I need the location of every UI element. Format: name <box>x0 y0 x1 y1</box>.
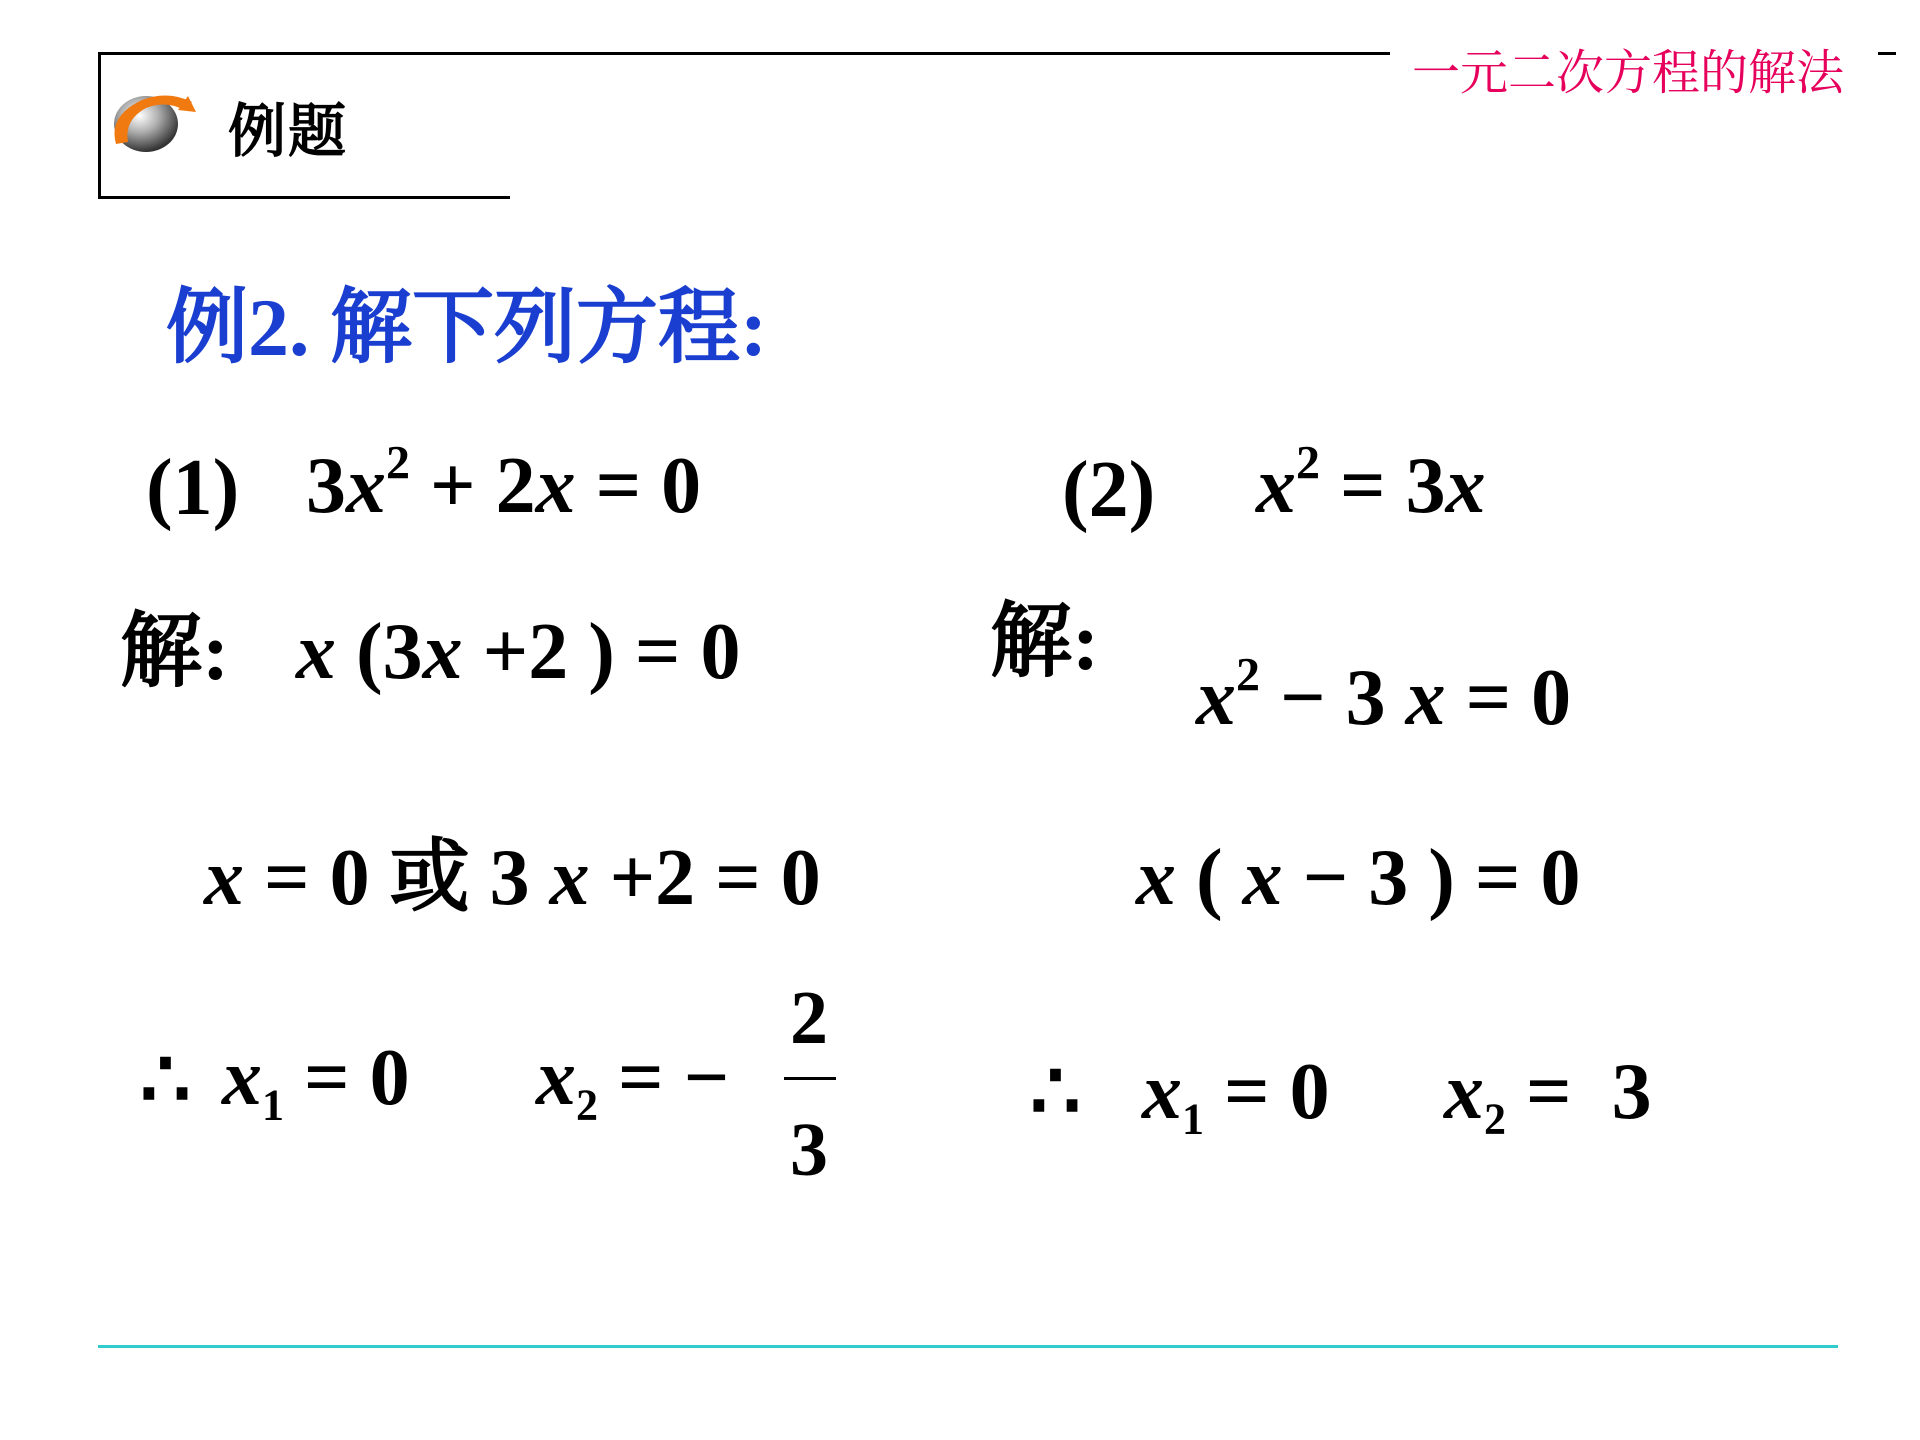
problem2-root2: $x_2 = 3$ <box>1444 1048 1652 1144</box>
problem2-equation: $x^2 = 3x$ <box>1256 436 1486 530</box>
problem1-fraction-denominator: 3 <box>790 1108 828 1192</box>
problem1-cases: x = 0 或 3 x +2 = 0 <box>204 834 821 922</box>
chapter-title: 一元二次方程的解法 <box>1412 45 1845 101</box>
example-title: 例2. 解下列方程: <box>166 282 768 373</box>
problem2-rearranged: $x^2 - 3$ x = 0 <box>1196 648 1572 742</box>
header-frame-top-line <box>98 52 1390 55</box>
problem2-therefore-symbol: ∴ <box>1030 1048 1081 1136</box>
problem1-fraction-numerator: 2 <box>790 976 828 1060</box>
problem1-therefore-symbol: ∴ <box>140 1036 191 1124</box>
bottom-rule-line <box>98 1345 1838 1348</box>
problem2-factored: x ( x − 3 ) = 0 <box>1136 834 1581 922</box>
problem2-root1: $x_1 = 0$ <box>1142 1048 1330 1144</box>
problem2-number: (2) <box>1062 446 1156 534</box>
header-frame-left-line <box>98 52 101 199</box>
header-frame-bottom-line <box>98 196 510 199</box>
problem1-fraction-bar <box>784 1077 836 1080</box>
problem1-factored: x (3x +2 ) = 0 <box>296 608 741 696</box>
header-dash <box>1878 52 1896 55</box>
example-badge-label: 例题 <box>228 97 349 165</box>
problem1-solution-label: 解: <box>120 606 230 697</box>
problem1-equation: $3x^2 + 2x = 0$ <box>306 436 702 530</box>
problem1-root1: $x_1 = 0$ <box>222 1034 410 1130</box>
problem2-solution-label: 解: <box>990 596 1100 687</box>
orange-arrow-globe-icon <box>102 86 198 158</box>
problem1-root2: $x_2$ = − <box>536 1034 730 1130</box>
problem1-number: (1) <box>146 444 240 532</box>
